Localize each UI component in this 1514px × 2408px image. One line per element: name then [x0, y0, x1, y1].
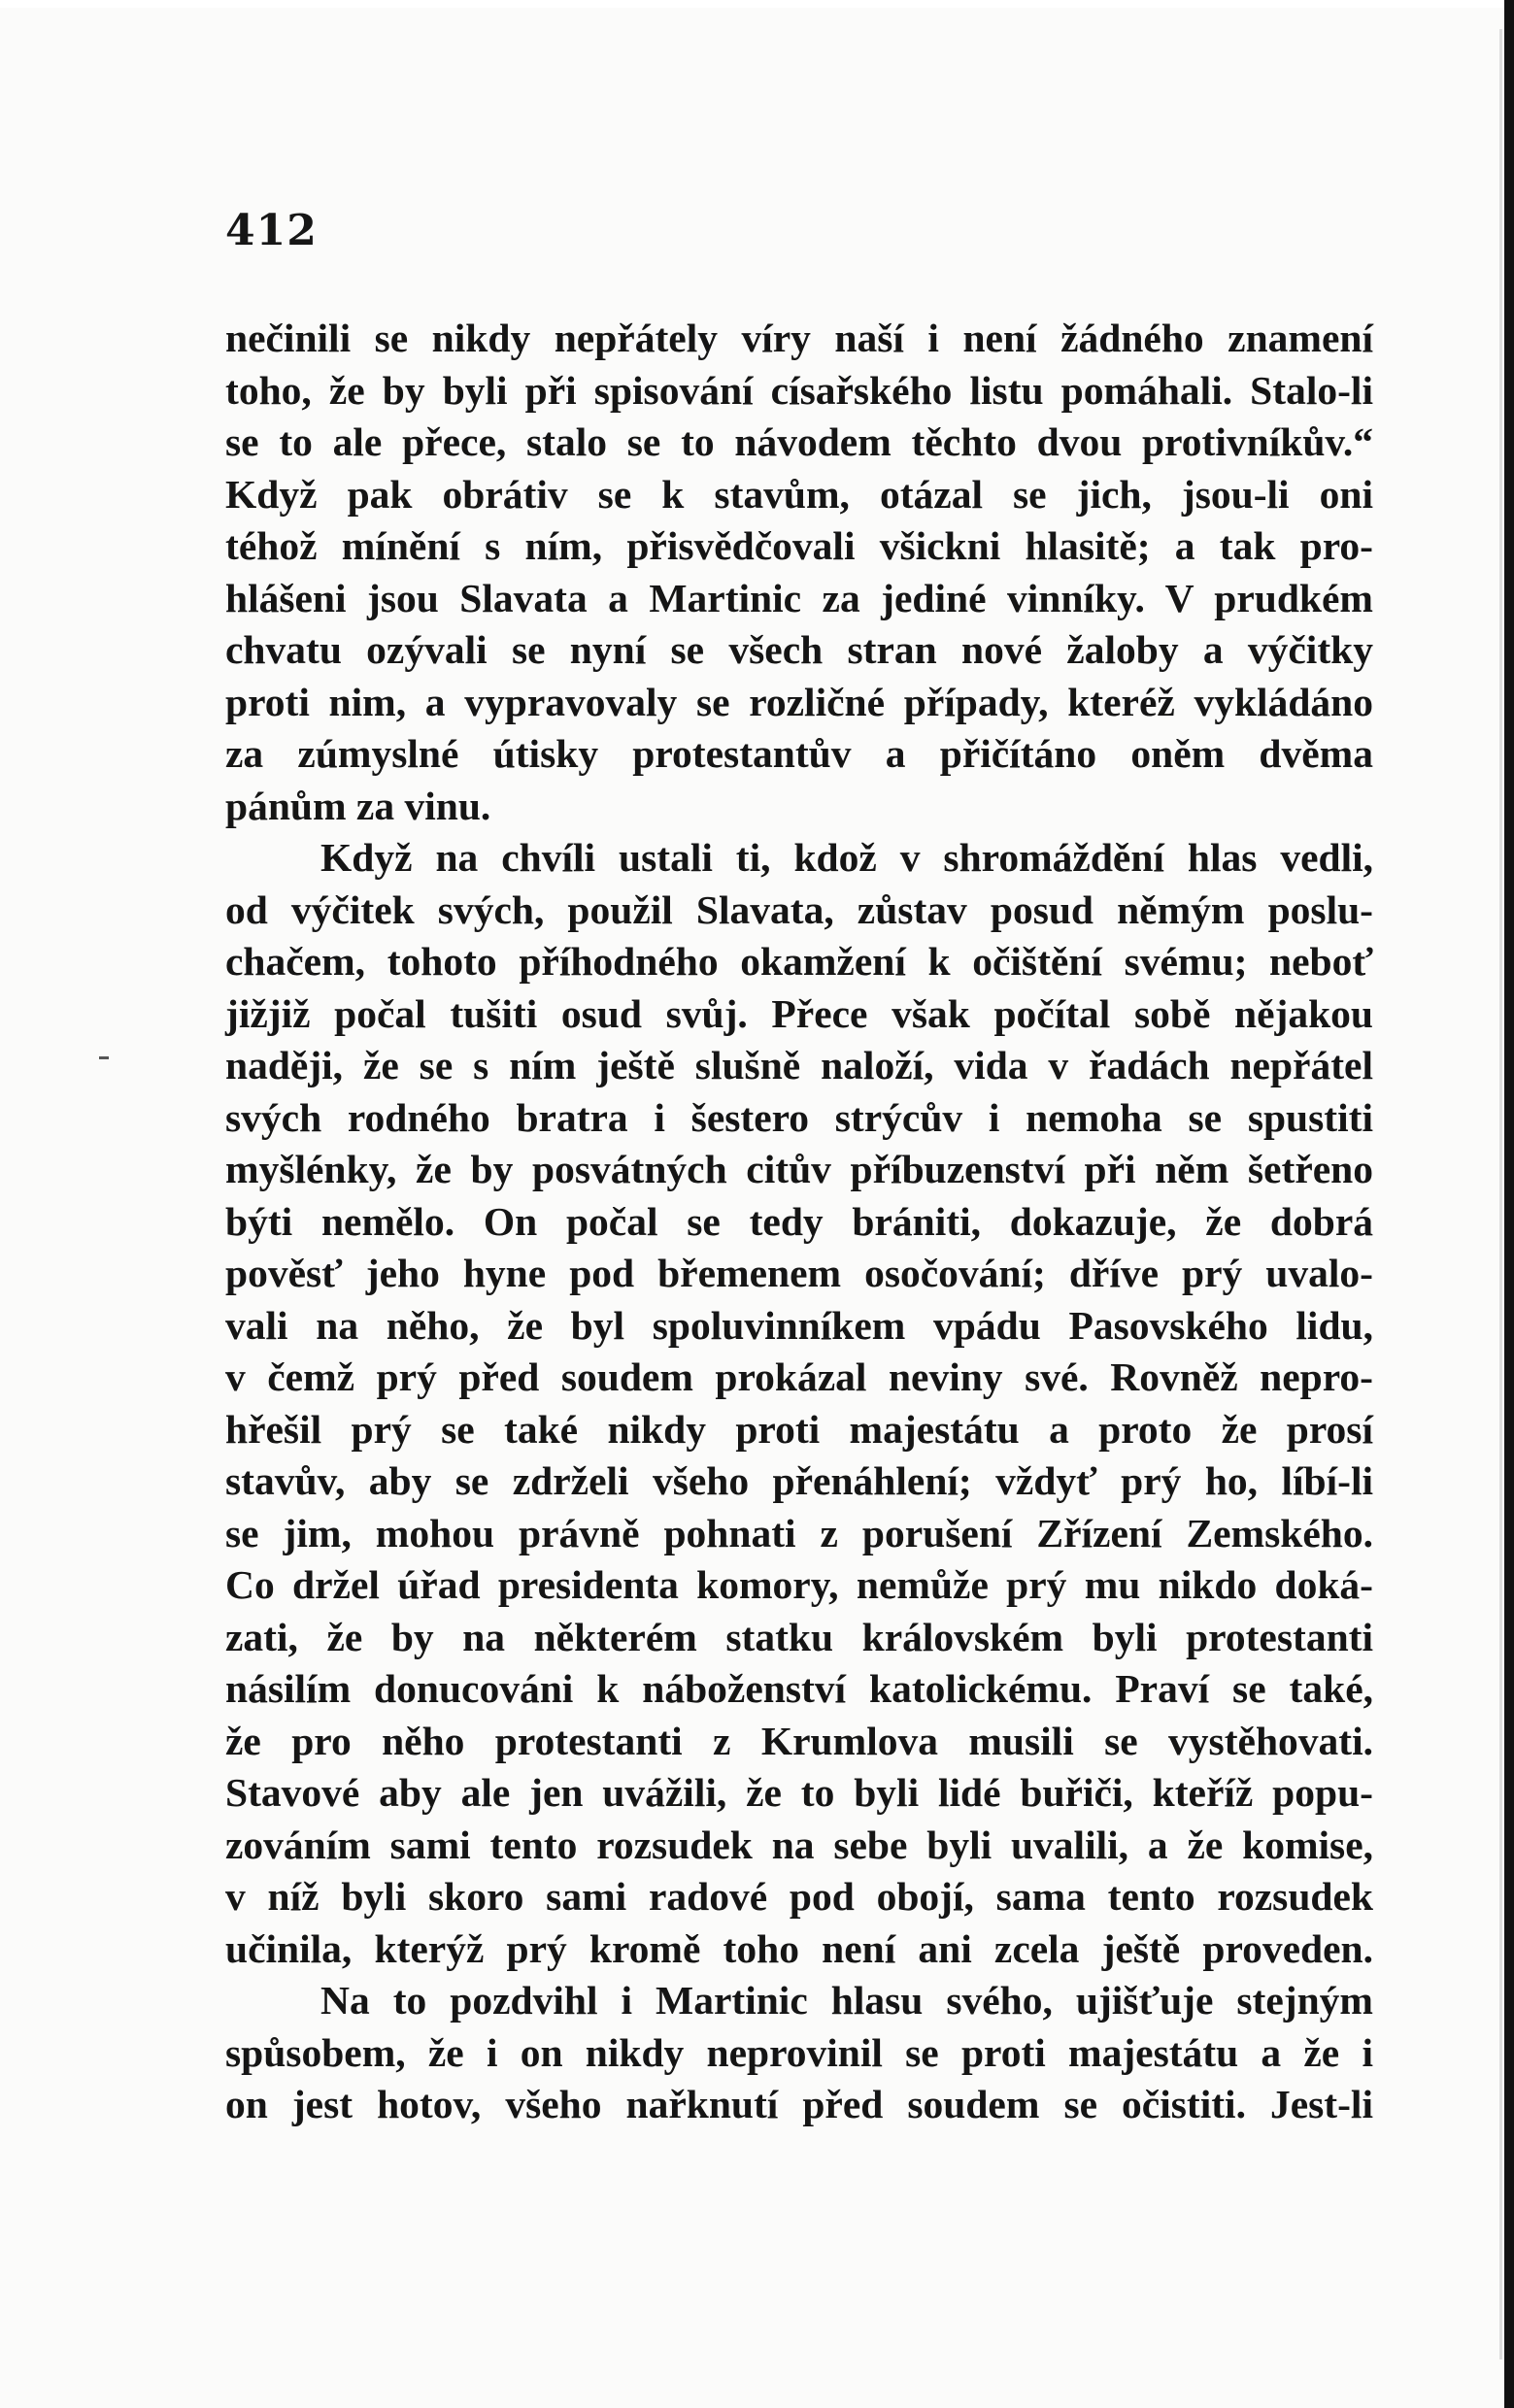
text-line: Co držel úřad presidenta komory, nemůže prý mu nikdo doká-	[225, 1562, 1373, 1607]
scan-top-edge	[0, 0, 1514, 8]
text-line: spůsobem, že i on nikdy neprovinil se proti majestátu a že i	[225, 2029, 1373, 2075]
text-line: pánům za vinu.	[225, 783, 491, 828]
page-number: 412	[225, 206, 318, 255]
text-line: naději, že se s ním ještě slušně naloží, vida v řadách nepřátel	[225, 1043, 1373, 1087]
scan-right-edge	[1504, 0, 1514, 2408]
text-line: toho, že by byli při spisování císařského listu pomáhali. Stalo-li	[225, 367, 1373, 413]
text-line: pověsť jeho hyne pod břemenem osočování; dříve prý uvalo-	[225, 1251, 1373, 1295]
text-line: stavův, aby se zdrželi všeho přenáhlení; vždyť prý ho, líbí-li	[225, 1458, 1373, 1503]
text-line: násilím donucováni k náboženství katolickému. Praví se také,	[225, 1666, 1373, 1711]
text-line: chvatu ozývali se nyní se všech stran nové žaloby a výčitky	[225, 627, 1373, 672]
text-line: vali na něho, že byl spoluvinníkem vpádu Pasovského lidu,	[225, 1302, 1373, 1348]
text-line: svých rodného bratra i šestero strýcův i nemoha se spustiti	[225, 1094, 1373, 1140]
text-line: v čemž prý před soudem prokázal neviny své. Rovněž nepro-	[225, 1354, 1373, 1399]
text-line: chačem, tohoto příhodného okamžení k očištění svému; neboť	[225, 939, 1373, 984]
text-line: se jim, mohou právně pohnati z porušení Zřízení Zemského.	[225, 1510, 1373, 1555]
text-line: téhož mínění s ním, přisvědčovali všickni hlasitě; a tak pro-	[225, 523, 1373, 568]
text-line: nečinili se nikdy nepřátely víry naší i není žádného znamení	[225, 316, 1373, 360]
text-line: od výčitek svých, použil Slavata, zůstav posud němým poslu-	[225, 886, 1373, 932]
text-line: Na to pozdvihl i Martinic hlasu svého, ujišťuje stejným	[320, 1978, 1373, 2023]
text-line: on jest hotov, všeho nařknutí před soudem se očistiti. Jest-li	[225, 2082, 1373, 2126]
text-line: v níž byli skoro sami radové pod obojí, sama tento rozsudek	[225, 1874, 1373, 1919]
margin-mark	[99, 1056, 109, 1059]
text-line: Když pak obrátiv se k stavům, otázal se jich, jsou-li oni	[225, 471, 1373, 517]
text-line: se to ale přece, stalo se to návodem těchto dvou protivníkův.“	[225, 419, 1373, 464]
text-line: myšlénky, že by posvátných citův příbuzenství při něm šetřeno	[225, 1147, 1373, 1191]
text-line: hřešil prý se také nikdy proti majestátu a proto že prosí	[225, 1406, 1373, 1452]
text-line: jižjiž počal tušiti osud svůj. Přece však počítal sobě nějakou	[225, 990, 1373, 1036]
text-line: hlášeni jsou Slavata a Martinic za jediné vinníky. V prudkém	[225, 575, 1373, 620]
text-line: Když na chvíli ustali ti, kdož v shromáždění hlas vedli,	[320, 835, 1373, 880]
text-line: zati, že by na některém statku královském byli protestanti	[225, 1614, 1373, 1659]
body-text	[225, 313, 1373, 2131]
text-line: zováním sami tento rozsudek na sebe byli uvalili, a že komise,	[225, 1822, 1373, 1867]
text-line: Stavové aby ale jen uvážili, že to byli lidé buřiči, kteříž popu-	[225, 1770, 1373, 1815]
text-line: učinila, kterýž prý kromě toho není ani zcela ještě proveden.	[225, 1925, 1373, 1971]
text-line: za zúmyslné útisky protestantův a přičítáno oněm dvěma	[225, 731, 1373, 776]
text-line: proti nim, a vypravovaly se rozličné případy, kteréž vykládáno	[225, 679, 1373, 724]
scan-right-shadow	[1499, 29, 1502, 2359]
text-line: býti nemělo. On počal se tedy brániti, dokazuje, že dobrá	[225, 1198, 1373, 1244]
text-line: že pro něho protestanti z Krumlova musili se vystěhovati.	[225, 1718, 1373, 1763]
